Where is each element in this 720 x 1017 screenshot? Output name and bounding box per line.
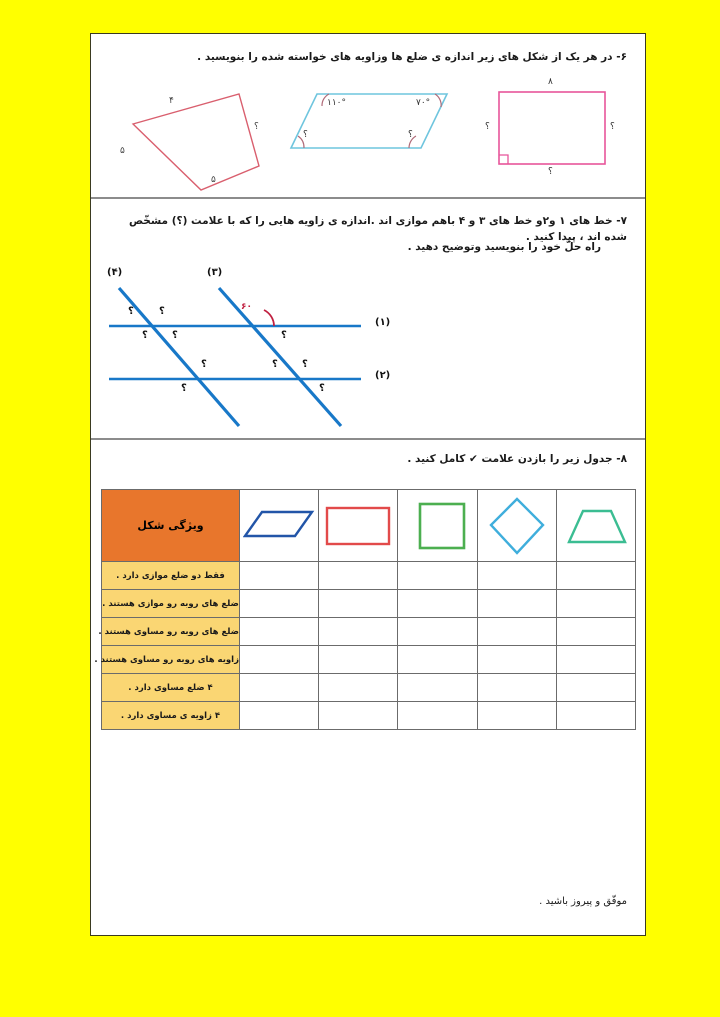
section-divider-2	[91, 438, 645, 440]
question-7-text-line2: راه حلّ خود را بنویسید وتوضیح دهید .	[407, 241, 601, 253]
cell-rhombus-r6[interactable]	[477, 702, 556, 730]
trapezoid-icon	[563, 501, 629, 551]
cell-square-r5[interactable]	[398, 674, 477, 702]
cell-trapezoid-r3[interactable]	[556, 618, 635, 646]
row-label-6: ۴ زاویه ی مساوی دارد .	[102, 702, 240, 730]
square-icon	[404, 500, 470, 552]
cell-square-r1[interactable]	[398, 562, 477, 590]
rectangle-icon	[322, 503, 394, 549]
section-divider-1	[91, 197, 645, 199]
line-label-2: (۲)	[375, 370, 391, 381]
fig3-label-left: ؟	[485, 122, 490, 132]
fig1-label-right: ؟	[254, 122, 259, 132]
given-angle-arc	[264, 310, 274, 326]
parallelogram-icon	[243, 506, 315, 546]
question-8-text: ۸- جدول زیر را بازدن علامت ✔ کامل کنید .	[407, 453, 627, 465]
cell-trapezoid-r1[interactable]	[556, 562, 635, 590]
cell-rectangle-r4[interactable]	[319, 646, 398, 674]
cell-square-r2[interactable]	[398, 590, 477, 618]
cell-rectangle-r3[interactable]	[319, 618, 398, 646]
table-header-row	[102, 490, 636, 562]
fig2-angle-top-left: ۱۱۰°	[327, 98, 347, 108]
figure-tilted-parallelogram	[133, 94, 259, 190]
figure-pink-rectangle	[499, 92, 605, 164]
row-label-4: زاویه های روبه رو مساوی هستند .	[102, 646, 240, 674]
worksheet-page	[90, 33, 646, 936]
angle-mark-3: ؟	[142, 330, 148, 341]
line-label-1: (۱)	[375, 317, 391, 328]
fig1-label-left: ۵	[120, 146, 125, 156]
cell-rectangle-r2[interactable]	[319, 590, 398, 618]
table-row	[102, 646, 636, 674]
cell-square-r6[interactable]	[398, 702, 477, 730]
cell-rectangle-r1[interactable]	[319, 562, 398, 590]
cell-rhombus-r2[interactable]	[477, 590, 556, 618]
fig3-label-right: ؟	[610, 122, 615, 132]
footer-text: موفّق و پیروز باشید .	[539, 896, 627, 907]
rhombus-icon	[484, 495, 550, 557]
cell-rectangle-r6[interactable]	[319, 702, 398, 730]
question-6-figures	[91, 62, 646, 194]
angle-mark-2: ؟	[159, 306, 165, 317]
table-row	[102, 674, 636, 702]
cell-rhombus-r5[interactable]	[477, 674, 556, 702]
header-cell-square	[398, 490, 477, 562]
table-row	[102, 590, 636, 618]
header-cell-parallelogram	[240, 490, 319, 562]
angle-mark-5: ؟	[281, 330, 287, 341]
angle-mark-8: ؟	[302, 359, 308, 370]
cell-rectangle-r5[interactable]	[319, 674, 398, 702]
line-label-3: (۳)	[207, 267, 223, 278]
given-angle-label: ۶۰	[241, 302, 252, 312]
line-label-4: (۴)	[107, 267, 123, 278]
cell-parallelogram-r1[interactable]	[240, 562, 319, 590]
cell-parallelogram-r5[interactable]	[240, 674, 319, 702]
row-label-1: فقط دو ضلع موازی دارد .	[102, 562, 240, 590]
transversal-lines-group	[119, 288, 341, 426]
angle-mark-1: ؟	[128, 306, 134, 317]
table-row	[102, 618, 636, 646]
angle-mark-10: ؟	[319, 383, 325, 394]
angle-mark-4: ؟	[172, 330, 178, 341]
cell-rhombus-r4[interactable]	[477, 646, 556, 674]
cell-trapezoid-r5[interactable]	[556, 674, 635, 702]
question-6-text: ۶- در هر یک از شکل های زیر اندازه ی ضلع ها وزاویه های خواسته شده را بنویسید .	[197, 51, 627, 63]
row-label-5: ۴ ضلع مساوی دارد .	[102, 674, 240, 702]
table-header-label: ویژگی شکل	[102, 490, 240, 562]
cell-parallelogram-r3[interactable]	[240, 618, 319, 646]
shape-properties-table	[94, 489, 636, 730]
fig1-label-top: ۴	[169, 96, 174, 106]
angle-mark-6: ؟	[201, 359, 207, 370]
fig2-angle-bottom-right: ؟	[408, 130, 413, 140]
cell-trapezoid-r4[interactable]	[556, 646, 635, 674]
cell-parallelogram-r4[interactable]	[240, 646, 319, 674]
angle-mark-9: ؟	[181, 383, 187, 394]
row-label-3: ضلع های روبه رو مساوی هستند .	[102, 618, 240, 646]
header-cell-rectangle	[319, 490, 398, 562]
cell-trapezoid-r2[interactable]	[556, 590, 635, 618]
fig3-label-bottom: ؟	[548, 167, 553, 177]
row-label-2: ضلع های روبه رو موازی هستند .	[102, 590, 240, 618]
fig2-angle-bottom-left: ؟	[303, 130, 308, 140]
question-7-text-line1: ۷- خط های ۱ و۲و خط های ۳ و ۴ باهم موازی اند .اندازه ی زاویه هایی را که با علامت (؟) مشخّص شده اند ، پیدا کنید .	[128, 215, 627, 243]
angle-mark-7: ؟	[272, 359, 278, 370]
cell-rhombus-r1[interactable]	[477, 562, 556, 590]
cell-rhombus-r3[interactable]	[477, 618, 556, 646]
fig2-angle-top-right: ۷۰°	[416, 98, 431, 108]
fig3-label-top: ۸	[548, 77, 553, 87]
cell-square-r4[interactable]	[398, 646, 477, 674]
fig1-label-bottom: ۵	[211, 175, 216, 185]
table-row	[102, 562, 636, 590]
cell-parallelogram-r6[interactable]	[240, 702, 319, 730]
cell-trapezoid-r6[interactable]	[556, 702, 635, 730]
question-7-diagram	[91, 266, 646, 431]
header-cell-rhombus	[477, 490, 556, 562]
cell-parallelogram-r2[interactable]	[240, 590, 319, 618]
cell-square-r3[interactable]	[398, 618, 477, 646]
table-row	[102, 702, 636, 730]
header-cell-trapezoid	[556, 490, 635, 562]
